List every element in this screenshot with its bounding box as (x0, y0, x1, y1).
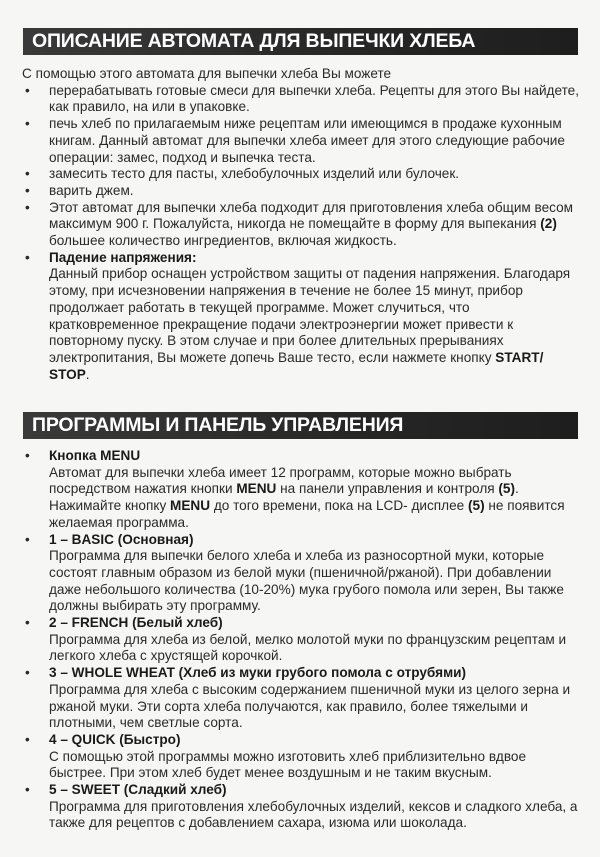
program-item (22, 732, 582, 782)
list-item-voltage (22, 250, 582, 384)
part-reference: (5) (498, 481, 516, 497)
voltage-heading: Падение напряжения: (49, 249, 197, 265)
program-item (22, 782, 582, 832)
program-heading: 4 – QUICK (Быстро) (49, 731, 181, 747)
program-item (22, 532, 582, 616)
bullet-icon: • (25, 665, 30, 681)
bullet-icon: • (25, 615, 30, 631)
list-item (22, 183, 582, 200)
start-stop-label: START/ STOP (49, 349, 544, 382)
bullet-icon: • (25, 82, 30, 98)
weight-text-end: большее количество ингредиентов, включая жидкость. (49, 233, 397, 249)
program-text: Программа для приготовления хлебобулочных изделий, кексов и сладкого хлеба, а также для рецептов с добавлением сахара, изюма или шоколада. (49, 798, 578, 831)
program-text: Программа для выпечки белого хлеба и хлеба из разносортной муки, которые состоят главным образом из белой муки (пшеничной/ржаной). При добавлении даже небольшого количества (10-20%) мука грубого помола или зерен, Вы также должны выбирать эту программу. (49, 548, 564, 614)
description-section (22, 66, 582, 383)
program-item (22, 615, 582, 665)
bullet-icon: • (25, 249, 30, 265)
list-item-text: печь хлеб по прилагаемым ниже рецептам или имеющимся в продаже кухонным книгам. Данный автомат для выпечки хлеба имеет для этого следующие рабочие операции: замес, подход и выпечка теста. (49, 116, 565, 165)
weight-text: Этот автомат для выпечки хлеба подходит для приготовления хлеба общим весом максимум 900 г. Пожалуйста, никогда не помещайте в форму для выпекания (49, 199, 574, 232)
program-heading: 3 – WHOLE WHEAT (Хлеб из муки грубого помола с отрубями) (49, 665, 467, 681)
menu-text: . Нажимайте кнопку (49, 481, 519, 514)
program-text: Программа для хлеба из белой, мелко молотой муки по французским рецептам и легкого хлеба с хрустящей корочкой. (49, 631, 567, 664)
bullet-icon: • (25, 731, 30, 747)
bullet-icon: • (25, 166, 30, 182)
bullet-icon: • (25, 116, 30, 132)
menu-heading: Кнопка MENU (49, 448, 141, 463)
list-item (22, 83, 582, 116)
list-item-text: варить джем. (49, 182, 134, 198)
menu-label: MENU (236, 481, 277, 497)
menu-text: до того времени, пока на LCD- дисплее (210, 498, 468, 514)
programs-section (22, 448, 582, 832)
menu-label: MENU (170, 498, 211, 514)
program-heading: 5 – SWEET (Сладкий хлеб) (49, 782, 227, 798)
bullet-icon: • (25, 199, 30, 215)
list-item (22, 116, 582, 166)
list-item-text: замесить тесто для пасты, хлебобулочных изделий или булочек. (49, 166, 460, 182)
section-heading-description: ОПИСАНИЕ АВТОМАТА ДЛЯ ВЫПЕЧКИ ХЛЕБА (23, 28, 578, 55)
bullet-icon: • (25, 448, 30, 463)
program-heading: 2 – FRENCH (Белый хлеб) (49, 615, 223, 631)
part-reference: (5) (468, 498, 485, 514)
bullet-icon: • (25, 182, 30, 198)
menu-text: Автомат для выпечки хлеба имеет 12 программ, которые можно выбрать посредством нажатия кнопки (49, 464, 512, 497)
program-text: С помощью этой программы можно изготовить хлеб приблизительно вдвое быстрее. При этом хлеб будет менее воздушным и не таким вкусным. (49, 748, 527, 781)
list-item-weight (22, 200, 582, 250)
program-heading: 1 – BASIC (Основная) (49, 531, 194, 547)
bullet-icon: • (25, 531, 30, 547)
part-reference: (2) (540, 216, 557, 232)
list-item (22, 166, 582, 183)
list-item-text: перерабатывать готовые смеси для выпечки хлеба. Рецепты для этого Вы найдете, как правило, на или в упаковке. (49, 82, 580, 115)
program-item (22, 665, 582, 732)
voltage-end: . (85, 366, 90, 382)
voltage-text: Данный прибор оснащен устройством защиты от падения напряжения. Благодаря этому, при исчезновении напряжения в течение не более 15 минут, прибор продолжает работать в текущей программе. Может случиться, что кратковременное прекращение подачи электроэнергии может привести к повторному пуску. В этом случае и при более длительных прерываниях электропитания, Вы можете допечь Ваше тесто, если нажмете кнопку (49, 266, 571, 365)
menu-text: на панели управления и контроля (276, 481, 499, 497)
section-heading-programs: ПРОГРАММЫ И ПАНЕЛЬ УПРАВЛЕНИЯ (23, 412, 578, 439)
menu-text: не появится желаемая программа. (49, 498, 565, 530)
bullet-icon: • (25, 782, 30, 798)
list-item-menu (22, 448, 582, 532)
intro-text: С помощью этого автомата для выпечки хлеба Вы можете (22, 66, 392, 81)
program-text: Программа для хлеба с высоким содержанием пшеничной муки из целого зерна и ржаной муки. Эти сорта хлеба получаются, как правило, более тяжелыми и плотными, чем светлые сорта. (49, 681, 571, 731)
